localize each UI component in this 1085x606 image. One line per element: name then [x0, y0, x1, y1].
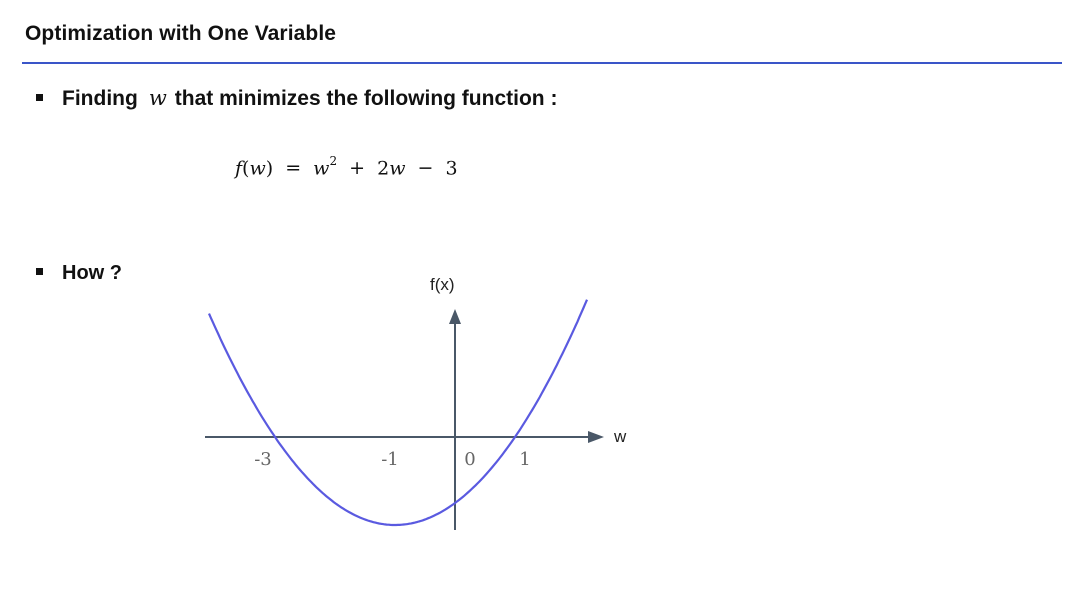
bullet-variable: w	[148, 86, 167, 110]
formula-func: f	[235, 157, 243, 180]
formula-paren-open: (	[242, 157, 250, 180]
y-axis-arrow-icon	[449, 309, 461, 324]
x-tick-label: -3	[254, 449, 272, 470]
formula-term2-var: w	[389, 157, 406, 180]
bullet-suffix: that minimizes the following function :	[174, 87, 558, 110]
x-tick-label: -1	[381, 449, 399, 470]
x-axis-label: w	[614, 427, 627, 446]
bullet-how-text: How ?	[62, 262, 122, 284]
formula-term2-coef: 2	[377, 157, 390, 180]
formula-equals: =	[285, 157, 302, 180]
x-tick-label: 1	[519, 449, 531, 470]
bullet-prefix: Finding	[62, 87, 138, 110]
x-tick-label: 0	[464, 449, 476, 470]
formula-exponent: 2	[329, 154, 338, 168]
parabola-curve	[209, 300, 587, 525]
formula-constant: 3	[445, 157, 458, 180]
formula-paren-close: )	[265, 157, 274, 180]
formula-arg: w	[249, 157, 266, 180]
formula-plus: +	[349, 157, 366, 180]
formula-minus: −	[417, 157, 434, 180]
x-axis-arrow-icon	[588, 431, 604, 443]
y-axis-label: f(x)	[430, 275, 455, 294]
slide-title: Optimization with One Variable	[25, 22, 337, 45]
formula-term1: w	[313, 157, 330, 180]
